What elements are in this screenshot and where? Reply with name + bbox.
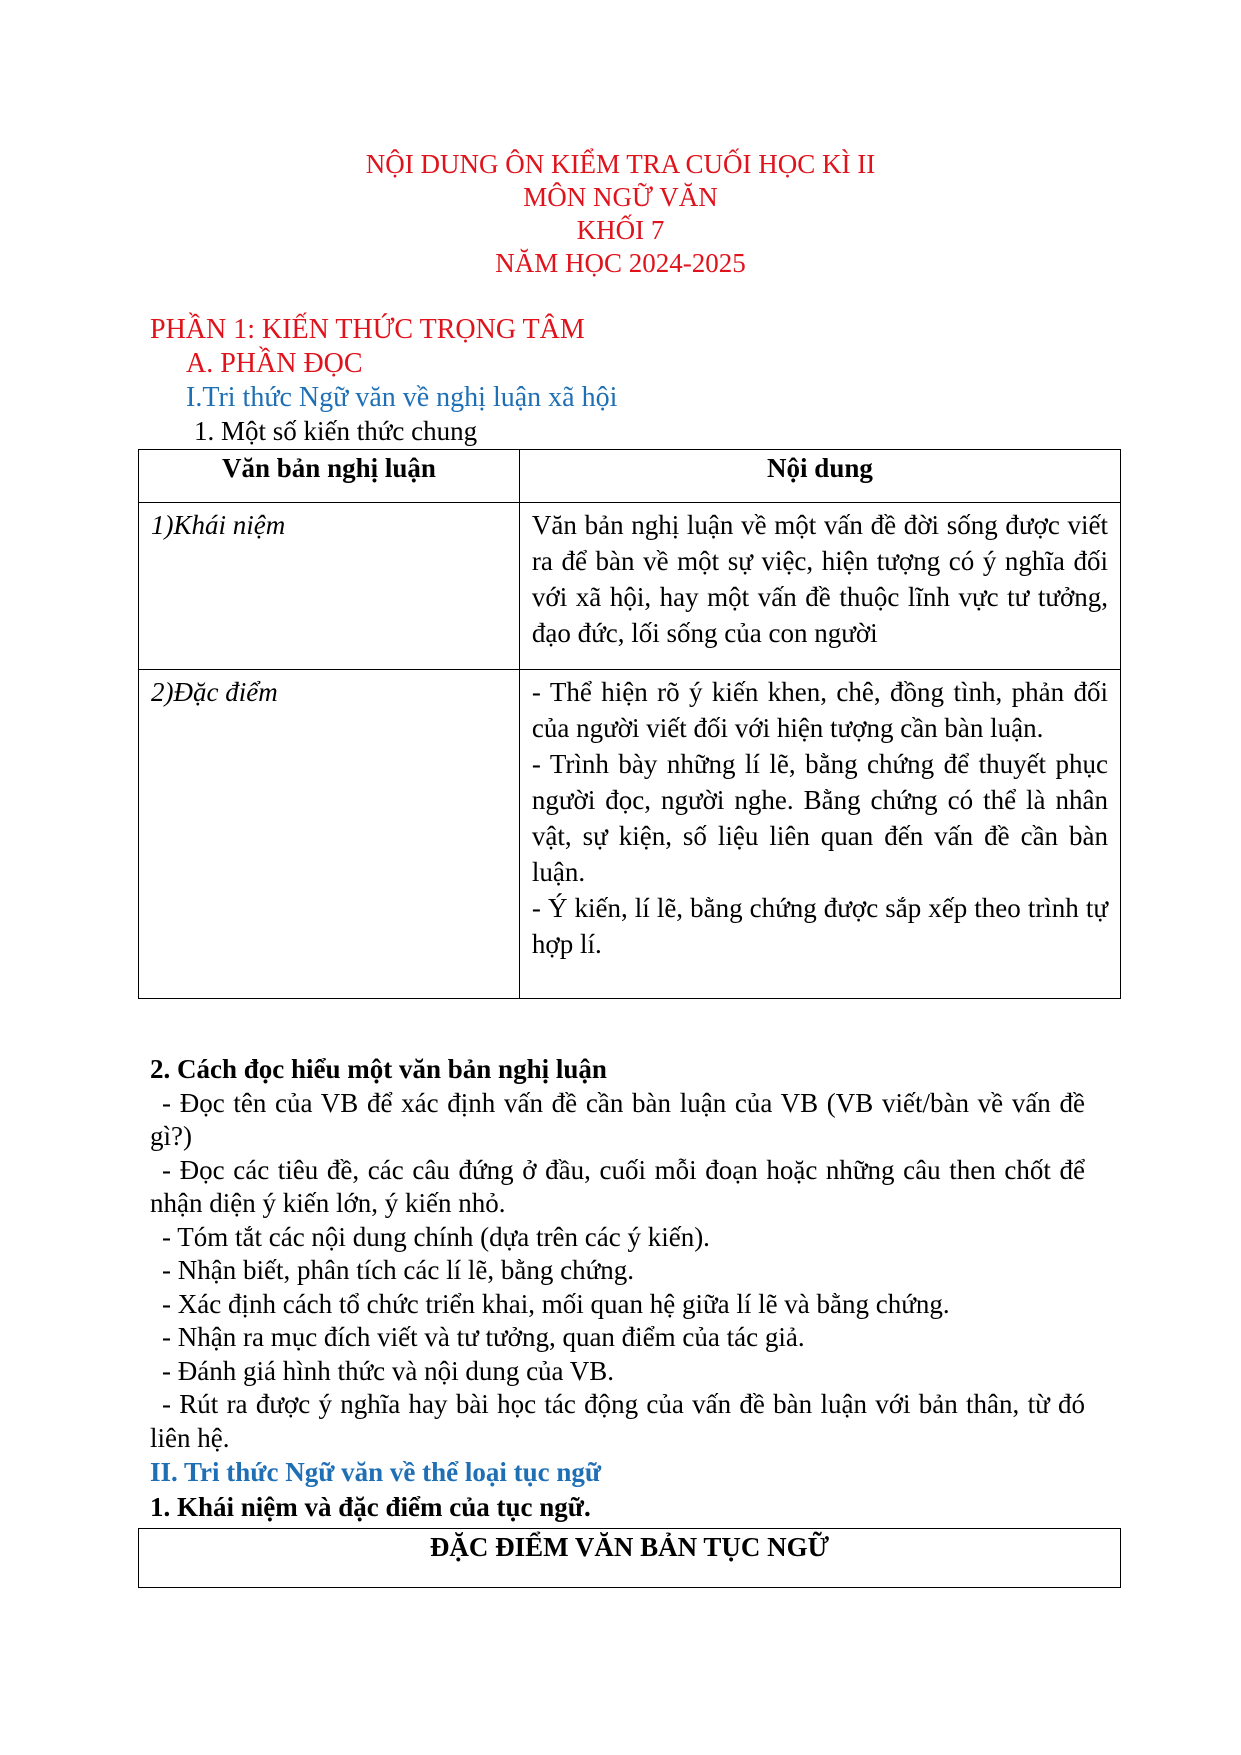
part1-heading: PHẦN 1: KIẾN THỨC TRỌNG TÂM [150,314,585,345]
title-line-1: NỘI DUNG ÔN KIỂM TRA CUỐI HỌC KÌ II [365,149,876,179]
row-content-cell [519,670,1120,999]
table-header-cell: Văn bản nghị luận [139,450,520,503]
argument-text-table [138,449,1121,999]
content-paragraph: - Trình bày những lí lẽ, bằng chứng để thuyết phục người đọc, người nghe. Bằng chứng có thể là nhân vật, sự kiện, số liệu liên quan đến vấn đề cần bàn luận. [531,749,1108,887]
table-header-row [139,1529,1121,1588]
list-item: - Nhận biết, phân tích các lí lẽ, bằng chứng. [162,1255,634,1285]
list-item: - Tóm tắt các nội dung chính (dựa trên các ý kiến). [162,1221,710,1252]
table-header-cell: Nội dung [519,450,1120,503]
list-item: - Xác định cách tổ chức triển khai, mối quan hệ giữa lí lẽ và bằng chứng. [162,1288,950,1319]
document-title-block [0,148,1241,280]
title-line-4: NĂM HỌC 2024-2025 [495,248,746,278]
row-content-cell [519,503,1120,670]
content-paragraph: Văn bản nghị luận về một vấn đề đời sống được viết ra để bàn về một sự việc, hiện tượng có ý nghĩa đối với xã hội, hay một vấn đề thuộc lĩnh vực tư tưởng, đạo đức, lối sống của con người [531,510,1108,648]
table-header-cell: ĐẶC ĐIỂM VĂN BẢN TỤC NGỮ [139,1529,1121,1588]
table-row [139,670,1121,999]
title-line-2: MÔN NGỮ VĂN [523,182,718,212]
section-2-heading: 2. Cách đọc hiểu một văn bản nghị luận [150,1054,607,1084]
row-label-cell: 2)Đặc điểm [139,670,520,999]
content-paragraph: - Thể hiện rõ ý kiến khen, chê, đồng tình, phản đối của người viết đối với hiện tượng cần bàn luận. [531,677,1108,743]
section-ii-sub1-heading: 1. Khái niệm và đặc điểm của tục ngữ. [150,1492,591,1522]
row-label-cell: 1)Khái niệm [139,503,520,670]
list-item: - Đọc các tiêu đề, các câu đứng ở đầu, cuối mỗi đoạn hoặc những câu then chốt để nhận diện ý kiến lớn, ý kiến nhỏ. [150,1154,1085,1218]
list-item: - Đọc tên của VB để xác định vấn đề cần bàn luận của VB (VB viết/bàn về vấn đề gì?) [150,1087,1085,1151]
proverb-features-table [138,1528,1121,1588]
section-i-heading: I.Tri thức Ngữ văn về nghị luận xã hội [186,382,618,413]
list-item: - Rút ra được ý nghĩa hay bài học tác động của vấn đề bàn luận với bản thân, từ đó liên hệ. [150,1389,1085,1453]
list-item: - Nhận ra mục đích viết và tư tưởng, quan điểm của tác giả. [162,1322,805,1352]
subsection-1-heading: 1. Một số kiến thức chung [194,416,478,446]
section-a-heading: A. PHẦN ĐỌC [186,348,363,379]
content-paragraph: - Ý kiến, lí lẽ, bằng chứng được sắp xếp theo trình tự hợp lí. [531,893,1108,959]
table-row [139,503,1121,670]
table-header-row [139,450,1121,503]
reading-method-section [150,1053,1085,1455]
list-item: - Đánh giá hình thức và nội dung của VB. [162,1355,615,1386]
section-ii-heading: II. Tri thức Ngữ văn về thể loại tục ngữ [150,1457,602,1487]
title-line-3: KHỐI 7 [576,215,665,245]
